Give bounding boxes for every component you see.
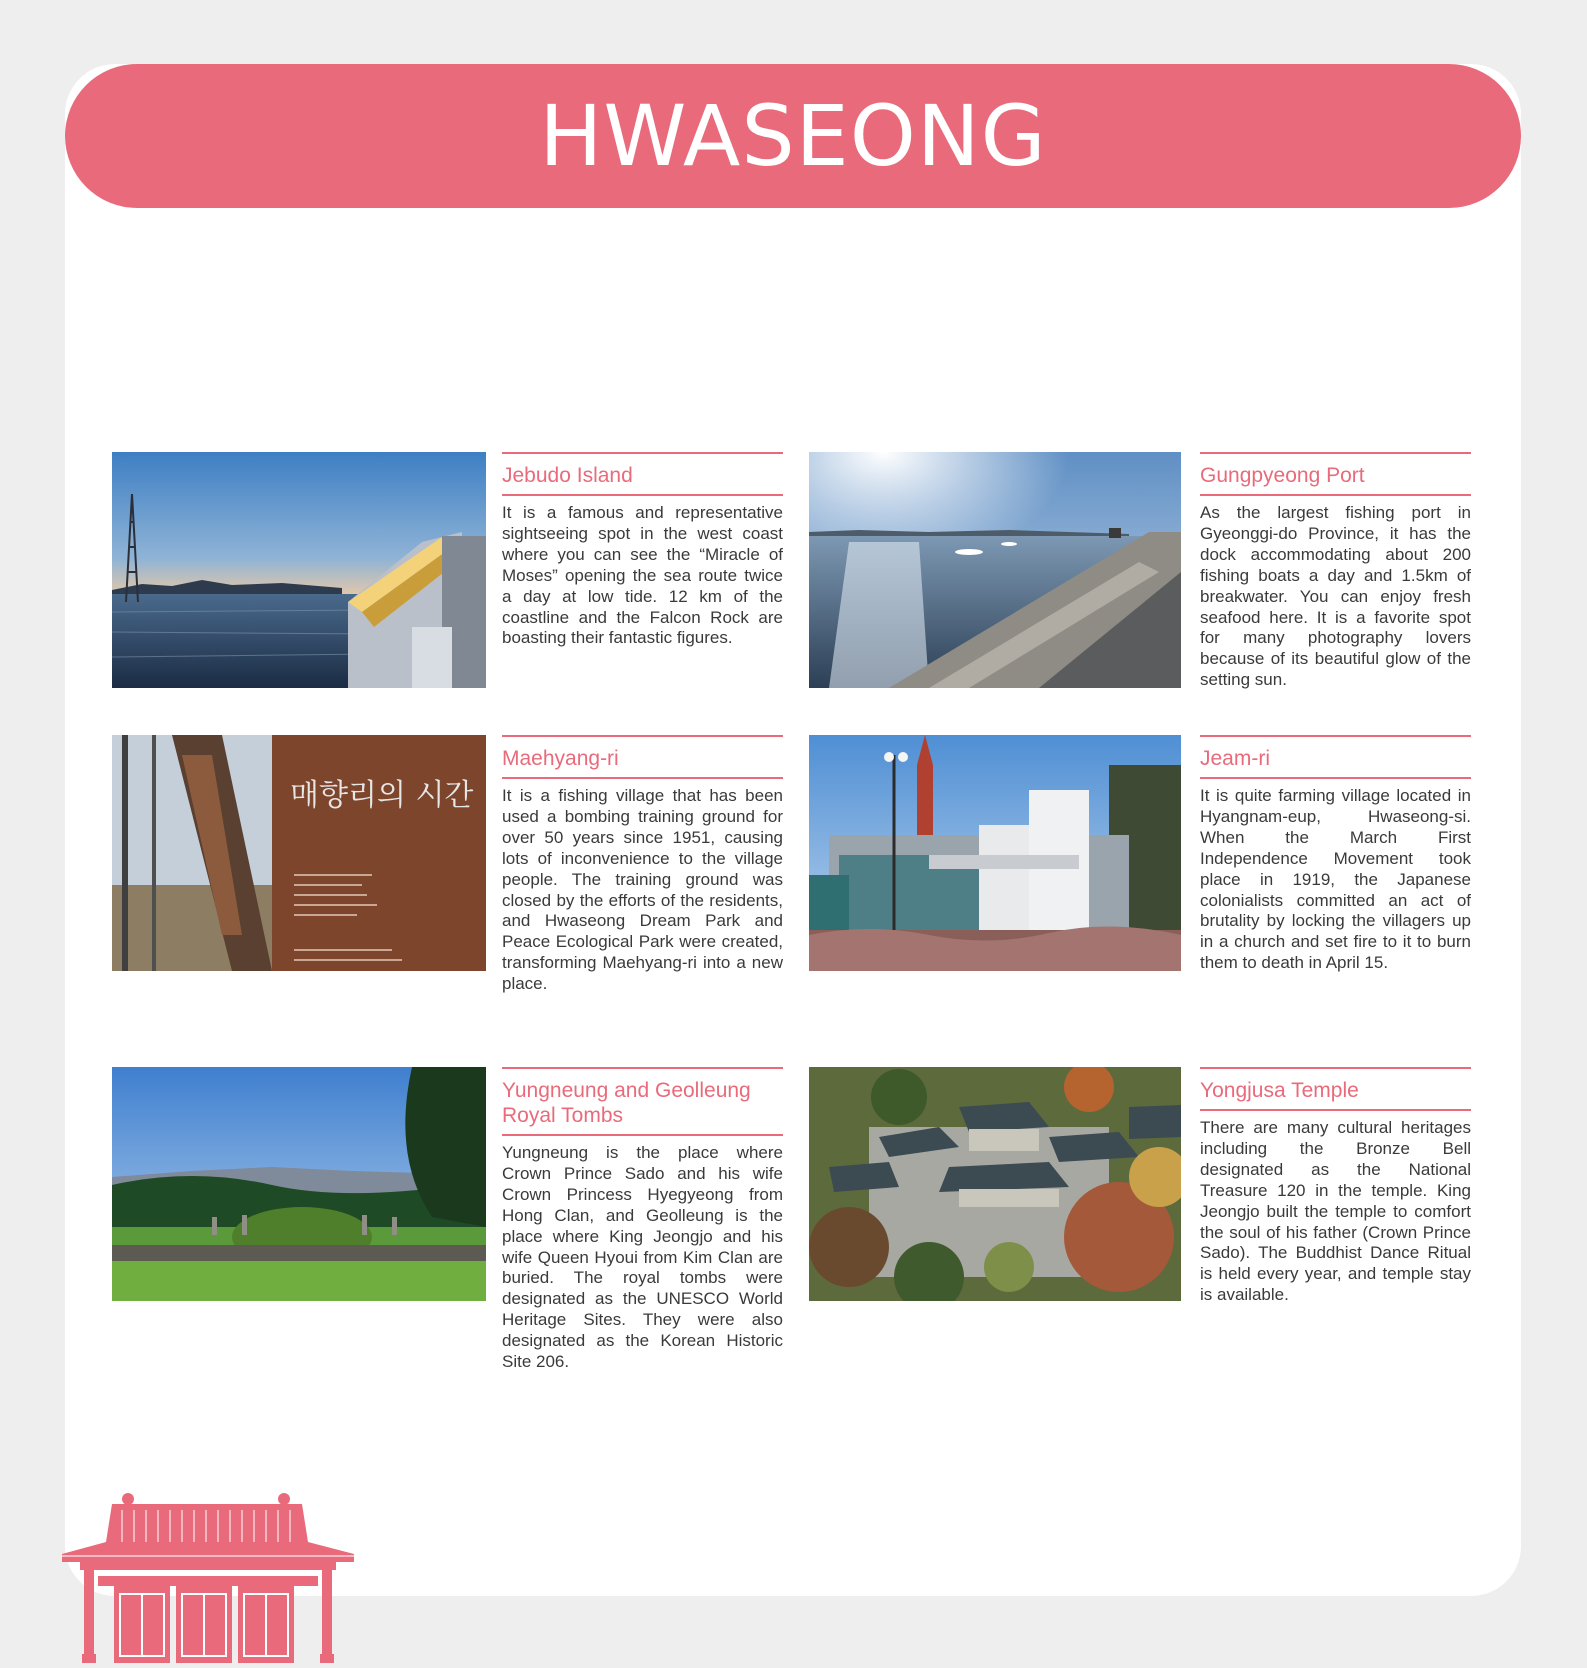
yongjusa-temple-photo — [809, 1067, 1181, 1301]
attraction-title: Yungneung and Geolleung Royal Tombs — [502, 1079, 751, 1127]
page-title: HWASEONG — [539, 87, 1047, 185]
jeam-ri-photo — [809, 735, 1181, 971]
jebudo-island-entry — [502, 452, 783, 649]
yongjusa-temple-entry — [1200, 1067, 1471, 1306]
attraction-description: It is quite farming village located in Hyangnam-eup, Hwaseong-si. When the March First Independence Movement took place in 1919, the Japanese colonialists committed an act of brutality by locking the villagers up in a church and set fire to it to burn them to death in April 15. — [1200, 786, 1471, 973]
sign-hangul: 매향리의 시간 — [290, 778, 474, 813]
title-rule — [502, 777, 783, 779]
attraction-description: It is a famous and representative sightseeing spot in the west coast where you can see the “Miracle of Moses” opening the sea route twice a day at low tide. 12 km of the coastline and the Falcon Rock are boasting their fantastic figures. — [502, 503, 783, 648]
attraction-title: Jebudo Island — [502, 464, 633, 487]
title-banner — [65, 64, 1521, 208]
attraction-title: Jeam-ri — [1200, 747, 1271, 770]
attraction-title: Maehyang-ri — [502, 747, 619, 770]
jeam-ri-entry — [1200, 735, 1471, 974]
title-rule — [502, 494, 783, 496]
royal-tombs-photo — [112, 1067, 486, 1301]
jebudo-island-photo — [112, 452, 486, 688]
attraction-description: There are many cultural heritages including the Bronze Bell designated as the National Treasure 120 in the temple. King Jeongjo built the temple to comfort the soul of his father (Crown Prince Sado). The Buddhist Dance Ritual is held every year, and temple stay is available. — [1200, 1118, 1471, 1305]
attraction-title: Yongjusa Temple — [1200, 1079, 1359, 1102]
royal-tombs-entry — [502, 1067, 783, 1373]
title-rule — [1200, 494, 1471, 496]
title-rule — [1200, 777, 1471, 779]
attraction-title: Gungpyeong Port — [1200, 464, 1365, 487]
gungpyeong-port-entry — [1200, 452, 1471, 691]
title-rule — [1200, 1109, 1471, 1111]
attraction-description: It is a fishing village that has been used a bombing training ground for over 50 years since 1951, causing lots of inconvenience to the village people. The training ground was closed by the efforts of the residents, and Hwaseong Dream Park and Peace Ecological Park were created, transforming Maehyang-ri into a new place. — [502, 786, 783, 994]
title-rule — [502, 1134, 783, 1136]
pavilion-illustration — [62, 1490, 354, 1663]
maehyang-ri-photo — [112, 735, 486, 971]
attraction-description: As the largest fishing port in Gyeonggi-do Province, it has the dock accommodating about 200 fishing boats a day and 1.5km of breakwater. You can enjoy fresh seafood here. It is a favorite spot for many photography lovers because of its beautiful glow of the setting sun. — [1200, 503, 1471, 690]
attraction-description: Yungneung is the place where Crown Prince Sado and his wife Crown Princess Hyegyeong from Hong Clan, and Geolleung is the place where King Jeongjo and his wife Queen Hyoui from Kim Clan are buried. The royal tombs were designated as the UNESCO World Heritage Sites. They were also designated as the Korean Historic Site 206. — [502, 1143, 783, 1372]
maehyang-ri-entry — [502, 735, 783, 995]
gungpyeong-port-photo — [809, 452, 1181, 688]
